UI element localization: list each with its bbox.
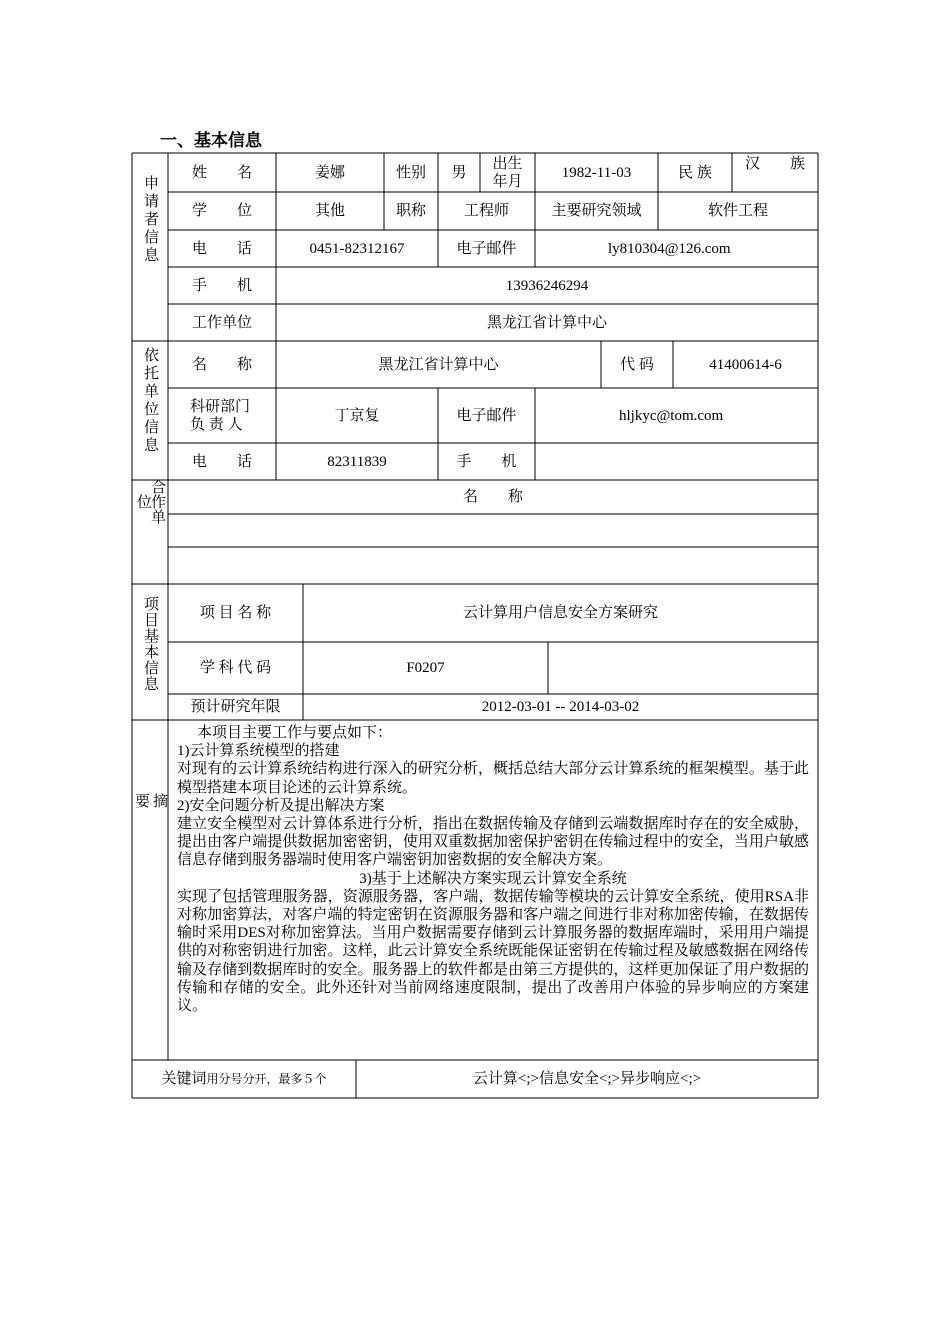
- group-label-text: 依托单位信息: [142, 347, 158, 455]
- host-name-value: 黑龙江省计算中心: [378, 356, 499, 373]
- partner-name-header: 名 称: [462, 489, 523, 505]
- period-label: 预计研究年限: [190, 699, 281, 715]
- employer-label: 工作单位: [191, 314, 252, 331]
- host-mobile-label: 手 机: [456, 453, 517, 470]
- period-value: 2012-03-01 -- 2014-03-02: [481, 699, 640, 715]
- abstract-group-label: [133, 775, 167, 865]
- partner-group-label: [137, 476, 163, 526]
- partner-row: [168, 547, 818, 584]
- mobile-value: 13936246294: [505, 277, 589, 294]
- dept-head-label: [168, 388, 276, 443]
- dept-head-label-line1: 科研部门: [190, 398, 251, 415]
- subject-code-value: F0207: [406, 660, 445, 676]
- birth-value: 1982-11-03: [561, 164, 632, 181]
- project-name-value: 云计算用户信息安全方案研究: [462, 605, 658, 621]
- project-group-label: [137, 586, 163, 702]
- abstract-point-2: 2)安全问题分析及提出解决方案: [177, 797, 385, 814]
- abstract-point-1: 1)云计算系统模型的搭建: [177, 743, 340, 760]
- host-mobile-value: [535, 443, 818, 480]
- host-phone-value: 82311839: [327, 453, 387, 470]
- abstract-paragraph: 对现有的云计算系统结构进行深入的研究分析，概括总结大部分云计算系统的框架模型。基于此模型搭建本项目论述的云计算系统。: [177, 761, 809, 796]
- dept-head-label-line2: 负 责 人: [190, 416, 243, 433]
- mobile-label: 手 机: [191, 277, 252, 294]
- email-label: 电子邮件: [456, 240, 517, 257]
- ethnicity-label: 民 族: [678, 164, 712, 181]
- host-phone-label: 电 话: [191, 453, 252, 470]
- gender-label: 性别: [395, 164, 426, 181]
- host-group-label: [137, 342, 163, 460]
- employer-value: 黑龙江省计算中心: [486, 314, 607, 331]
- abstract-intro: 本项目主要工作与要点如下：: [197, 725, 393, 741]
- dept-head-value: 丁京复: [334, 407, 380, 424]
- abstract-paragraph: 建立安全模型对云计算体系进行分析，指出在数据传输及存储到云端数据库时存在的安全威胁，提出由客户端提供数据加密密钥，使用双重数据加密保护密钥在传输过程中的安全，当用户敏感信息存储到服务器端时使用客户端密钥加密数据的安全解决方案。: [177, 816, 809, 869]
- subject-code-label: 学 科 代 码: [199, 660, 272, 676]
- title-value: 工程师: [463, 203, 509, 219]
- host-name-label: 名 称: [191, 356, 252, 373]
- email-value: ly810304@126.com: [608, 240, 731, 257]
- degree-label: 学 位: [191, 203, 252, 219]
- keywords-label: [132, 1060, 356, 1098]
- phone-value: 0451-82312167: [309, 240, 405, 257]
- field-label: 主要研究领域: [551, 203, 642, 219]
- host-code-value: 41400614-6: [709, 356, 782, 373]
- host-code-label: 代 码: [620, 356, 654, 373]
- name-label: 姓 名: [191, 164, 252, 181]
- keywords-value: 云计算<;>信息安全<;>异步响应<;>: [472, 1071, 702, 1087]
- field-value: 软件工程: [707, 203, 768, 219]
- phone-label: 电 话: [191, 240, 252, 257]
- project-name-label: 项 目 名 称: [199, 605, 272, 621]
- host-email-label: 电子邮件: [456, 407, 517, 424]
- group-label-text: 申请者信息: [142, 175, 158, 265]
- title-label: 职称: [395, 203, 426, 219]
- ethnicity-value: 汉 族: [744, 156, 805, 172]
- name-value: 姜娜: [314, 164, 345, 181]
- abstract-point-3: 3)基于上述解决方案实现云计算安全系统: [359, 870, 627, 887]
- section-heading: 一、基本信息: [160, 131, 262, 151]
- group-label-text: 合作单位: [135, 478, 165, 524]
- abstract-paragraph: 实现了包括管理服务器，资源服务器，客户端，数据传输等模块的云计算安全系统，使用RSA非对称加密算法，对客户端的特定密钥在资源服务器和客户端之间进行非对称加密传输，在数据传输时采用DES对称加密算法。当用户数据需要存储到云计算服务器的数据库端时，采用用户端提供的对称密钥进行加密。这样，此云计算安全系统既能保证密钥在传输过程及敏感数据在网络传输及存储到数据库时的安全。服务器上的软件都是由第三方提供的，这样更加保证了用户数据的传输和存储的安全。此外还针对当前网络速度限制，提出了改善用户体验的异步响应的方案建议。: [177, 888, 809, 1015]
- abstract-text: [177, 724, 809, 1015]
- group-label-text: 摘要: [133, 792, 167, 848]
- degree-value: 其他: [314, 203, 345, 219]
- gender-value: 男: [451, 164, 467, 181]
- birth-label-text: 出生年月: [492, 155, 523, 190]
- keywords-label-note: 用分号分开，最多５个: [206, 1072, 327, 1086]
- group-label-text: 项目基本信息: [142, 596, 158, 692]
- birth-label: [480, 153, 535, 192]
- applicant-group-label: [137, 170, 163, 270]
- host-email-value: hljkyc@tom.com: [619, 407, 724, 424]
- partner-row: [168, 514, 818, 547]
- keywords-label-main: 关键词: [161, 1071, 207, 1087]
